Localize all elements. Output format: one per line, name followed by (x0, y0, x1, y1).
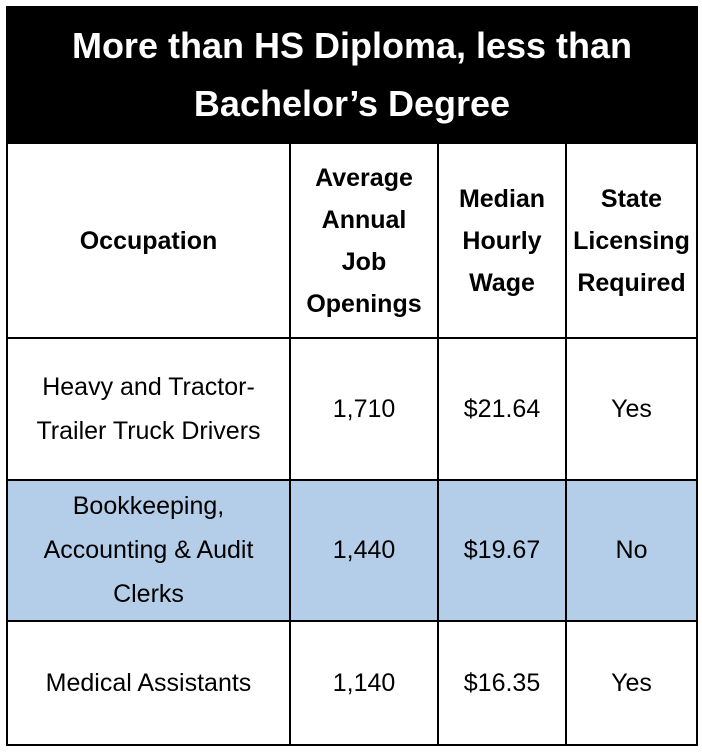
occupation-cell: Heavy and Tractor-Trailer Truck Drivers (7, 338, 290, 479)
occupation-table-container (6, 6, 696, 746)
openings-cell: 1,140 (290, 621, 438, 745)
licensing-cell: Yes (566, 621, 697, 745)
header-state-licensing-required: State Licensing Required (566, 143, 697, 338)
header-average-annual-job-openings: Average Annual Job Openings (290, 143, 438, 338)
occupation-cell: Bookkeeping, Accounting & Audit Clerks (7, 480, 290, 621)
table-row (7, 621, 697, 745)
occupation-table (6, 6, 698, 746)
table-row (7, 480, 697, 621)
licensing-cell: No (566, 480, 697, 621)
table-row (7, 338, 697, 479)
table-title: More than HS Diploma, less than Bachelor’s Degree (7, 7, 697, 143)
wage-cell: $19.67 (438, 480, 566, 621)
occupation-cell: Medical Assistants (7, 621, 290, 745)
openings-cell: 1,710 (290, 338, 438, 479)
header-median-hourly-wage: Median Hourly Wage (438, 143, 566, 338)
wage-cell: $16.35 (438, 621, 566, 745)
header-occupation: Occupation (7, 143, 290, 338)
openings-cell: 1,440 (290, 480, 438, 621)
header-row (7, 143, 697, 338)
title-row (7, 7, 697, 143)
licensing-cell: Yes (566, 338, 697, 479)
wage-cell: $21.64 (438, 338, 566, 479)
